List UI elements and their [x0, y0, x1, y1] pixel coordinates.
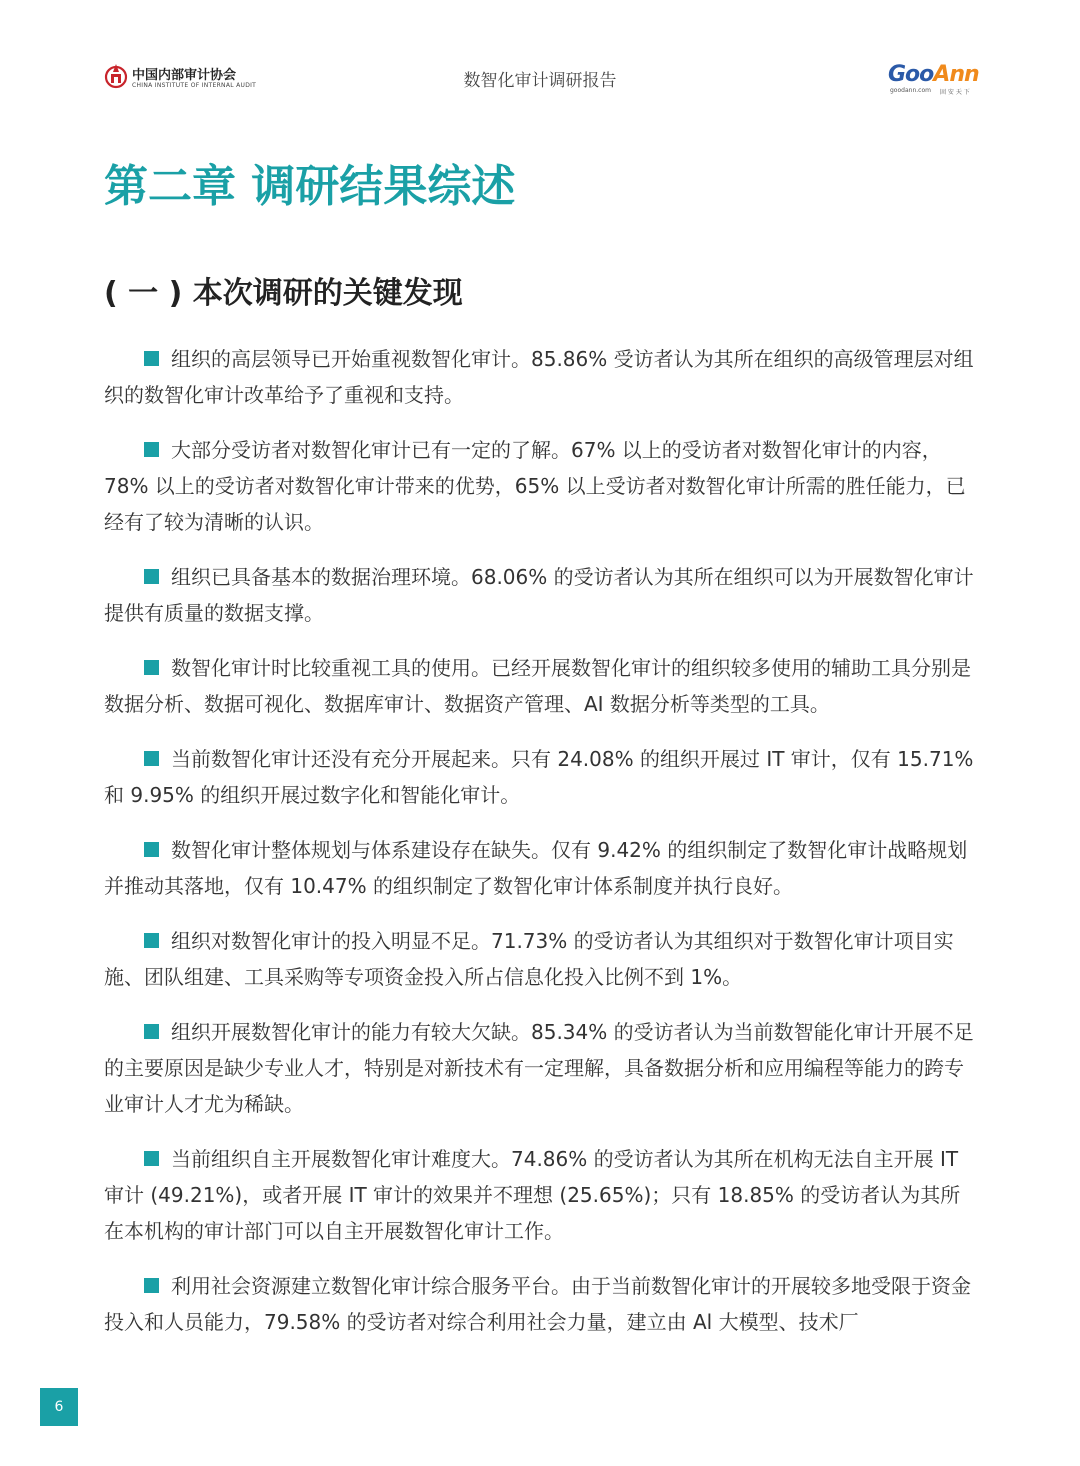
partner-brand-a: Goo	[888, 62, 934, 87]
finding-text: 数智化审计整体规划与体系建设存在缺失。仅有 9.42% 的组织制定了数智化审计战略规划并推动其落地，仅有 10.47% 的组织制定了数智化审计体系制度并执行良好。	[104, 838, 968, 898]
org-name-en: CHINA INSTITUTE OF INTERNAL AUDIT	[132, 82, 257, 89]
square-bullet-icon	[144, 569, 159, 584]
findings-list	[104, 341, 978, 1359]
square-bullet-icon	[144, 1024, 159, 1039]
finding-text: 组织的高层领导已开始重视数智化审计。85.86% 受访者认为其所在组织的高级管理层对组织的数智化审计改革给予了重视和支持。	[104, 347, 974, 407]
square-bullet-icon	[144, 1151, 159, 1166]
page-header	[0, 0, 1080, 110]
square-bullet-icon	[144, 351, 159, 366]
finding-text: 组织已具备基本的数据治理环境。68.06% 的受访者认为其所在组织可以为开展数智化审计提供有质量的数据支撑。	[104, 565, 974, 625]
finding-text: 组织开展数智化审计的能力有较大欠缺。85.34% 的受访者认为当前数智能化审计开展不足的主要原因是缺少专业人才，特别是对新技术有一定理解，具备数据分析和应用编程等能力的跨专业审计人才尤为稀缺。	[104, 1020, 974, 1116]
partner-sub-right: 固 安 天 下	[940, 89, 970, 96]
square-bullet-icon	[144, 1278, 159, 1293]
finding-text: 当前数智化审计还没有充分开展起来。只有 24.08% 的组织开展过 IT 审计，仅有 15.71% 和 9.95% 的组织开展过数字化和智能化审计。	[104, 747, 974, 807]
finding-item	[104, 741, 978, 813]
org-name-cn: 中国内部审计协会	[132, 68, 237, 83]
finding-item	[104, 650, 978, 722]
page-number: 6	[40, 1388, 78, 1426]
partner-brand	[888, 62, 979, 87]
finding-item	[104, 1268, 978, 1340]
square-bullet-icon	[144, 442, 159, 457]
finding-item	[104, 923, 978, 995]
square-bullet-icon	[144, 933, 159, 948]
finding-text: 组织对数智化审计的投入明显不足。71.73% 的受访者认为其组织对于数智化审计项目实施、团队组建、工具采购等专项资金投入所占信息化投入比例不到 1%。	[104, 929, 954, 989]
gooann-logo	[888, 62, 980, 96]
finding-text: 当前组织自主开展数智化审计难度大。74.86% 的受访者认为其所在机构无法自主开展 IT 审计 (49.21%)，或者开展 IT 审计的效果并不理想 (25.65%)；只有 18.85% 的受访者认为其所在本机构的审计部门可以自主开展数智化审计工作。	[104, 1147, 961, 1243]
square-bullet-icon	[144, 751, 159, 766]
finding-item	[104, 1141, 978, 1249]
finding-item	[104, 559, 978, 631]
section-title: ( 一 ) 本次调研的关键发现	[104, 276, 463, 311]
finding-text: 利用社会资源建立数智化审计综合服务平台。由于当前数智化审计的开展较多地受限于资金投入和人员能力，79.58% 的受访者对综合利用社会力量，建立由 Al 大模型、技术厂	[104, 1274, 971, 1334]
finding-item	[104, 832, 978, 904]
square-bullet-icon	[144, 842, 159, 857]
finding-text: 大部分受访者对数智化审计已有一定的了解。67% 以上的受访者对数智化审计的内容，78% 以上的受访者对数智化审计带来的优势，65% 以上受访者对数智化审计所需的胜任能力，已经有了较为清晰的认识。	[104, 438, 966, 534]
square-bullet-icon	[144, 660, 159, 675]
finding-item	[104, 341, 978, 413]
chapter-title: 第二章 调研结果综述	[104, 161, 516, 212]
partner-brand-b: Ann	[933, 62, 979, 87]
report-title: 数智化审计调研报告	[463, 71, 617, 91]
finding-text: 数智化审计时比较重视工具的使用。已经开展数智化审计的组织较多使用的辅助工具分别是数据分析、数据可视化、数据库审计、数据资产管理、AI 数据分析等类型的工具。	[104, 656, 971, 716]
finding-item	[104, 1014, 978, 1122]
partner-sub-left: goodann.com	[890, 87, 931, 94]
finding-item	[104, 432, 978, 540]
